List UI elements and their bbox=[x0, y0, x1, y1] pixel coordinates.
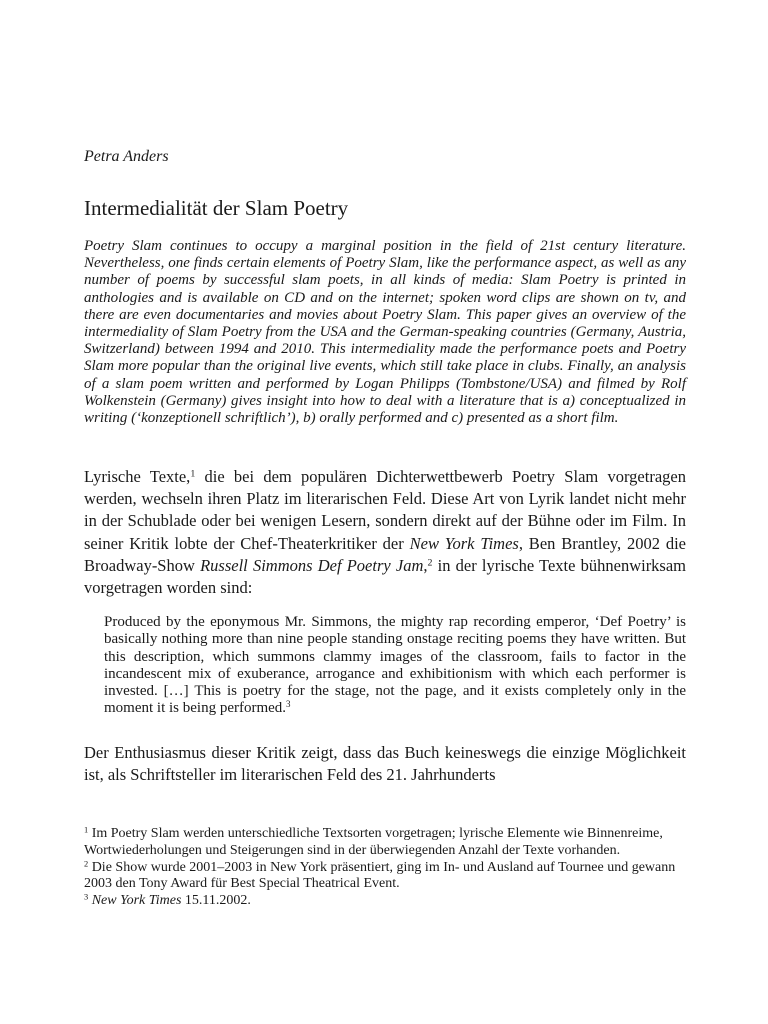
show-title: Russell Simmons Def Poetry Jam bbox=[200, 555, 424, 575]
footnote-3-mark: 3 bbox=[84, 892, 89, 902]
footnote-ref-2: 2 bbox=[427, 557, 433, 569]
body-paragraph-1 bbox=[84, 466, 686, 599]
block-quote bbox=[104, 614, 686, 718]
article-title: Intermedialität der Slam Poetry bbox=[84, 196, 349, 220]
footnote-1 bbox=[84, 826, 686, 860]
footnote-1-mark: 1 bbox=[84, 825, 89, 835]
para1-text-5: in der lyrische Texte bühnenwirksam vorgetragen worden sind: bbox=[84, 555, 687, 598]
footnote-ref-3: 3 bbox=[286, 699, 291, 710]
para1-text-2: die bei dem populären Dichterwettbewerb Poetry Slam vorgetragen werden, wechseln ihren Platz im literarischen Feld. Diese Art von Lyrik landet nicht mehr in der Schublade oder bei wenigen Lesern, sondern direkt auf der Bühne oder im Film. In seiner Kritik lobte der Chef-Theaterkritiker der bbox=[84, 467, 686, 553]
quote-text: Produced by the eponymous Mr. Simmons, the mighty rap recording emperor, ‘Def Poetry’ is basically nothing more than nine people standing onstage reciting poems they have written. But this description, which summons clammy images of the classroom, fails to factor in the incandescent mix of exuberance, arrogance and exhibitionism with which each performer is invested. […] This is poetry for the stage, not the page, and it exists completely only in the moment it is being performed. bbox=[104, 614, 686, 717]
footnotes bbox=[84, 826, 686, 910]
footnote-3-text: 15.11.2002. bbox=[181, 893, 251, 909]
body-paragraph-2: Der Enthusiasmus dieser Kritik zeigt, dass das Buch keineswegs die einzige Möglichkeit ist, als Schriftsteller im literarischen Feld des 21. Jahrhunderts bbox=[84, 743, 686, 785]
para1-text-1: Lyrische Texte, bbox=[84, 467, 191, 486]
author-name: Petra Anders bbox=[84, 148, 169, 165]
footnote-2-mark: 2 bbox=[84, 858, 89, 868]
footnote-2 bbox=[84, 860, 686, 894]
footnote-2-text: Die Show wurde 2001–2003 in New York präsentiert, ging im In- und Ausland auf Tournee und gewann 2003 den Tony Award für Best Special Theatrical Event. bbox=[84, 859, 676, 892]
footnote-ref-1: 1 bbox=[190, 468, 196, 480]
para1-text-4: , bbox=[423, 555, 428, 575]
newspaper-title: New York Times bbox=[409, 533, 519, 553]
abstract: Poetry Slam continues to occupy a marginal position in the field of 21st century literature. Nevertheless, one finds certain elements of Poetry Slam, like the performance aspect, as well as any number of poems by successful slam poets, in all kinds of media: Slam Poetry is printed in anthologies and is available on CD and on the internet; spoken word clips are shown on tv, and there are even documentaries and movies about Poetry Slam. This paper gives an overview of the intermediality of Slam Poetry from the USA and the German-speaking countries (Germany, Austria, Switzerland) between 1994 and 2010. This intermediality made the performance poets and Poetry Slam more popular than the original live events, which still take place in clubs. Finally, an analysis of a slam poem written and performed by Logan Philipps (Tombstone/USA) and filmed by Rolf Wolkenstein (Germany) gives insight into how to deal with a literature that is a) conceptualized in writing (‘konzeptionell schriftlich’), b) orally performed and c) presented as a short film. bbox=[84, 238, 686, 427]
footnote-3 bbox=[84, 893, 686, 910]
footnote-1-text: Im Poetry Slam werden unterschiedliche Textsorten vorgetragen; lyrische Elemente wie Binnenreime, Wortwiederholungen und Steigerungen sind in der überwiegenden Anzahl der Texte vorhanden. bbox=[84, 826, 663, 858]
para1-text-3: , Ben Brantley, 2002 die Broadway-Show bbox=[84, 533, 686, 575]
footnote-3-source: New York Times bbox=[88, 893, 182, 909]
